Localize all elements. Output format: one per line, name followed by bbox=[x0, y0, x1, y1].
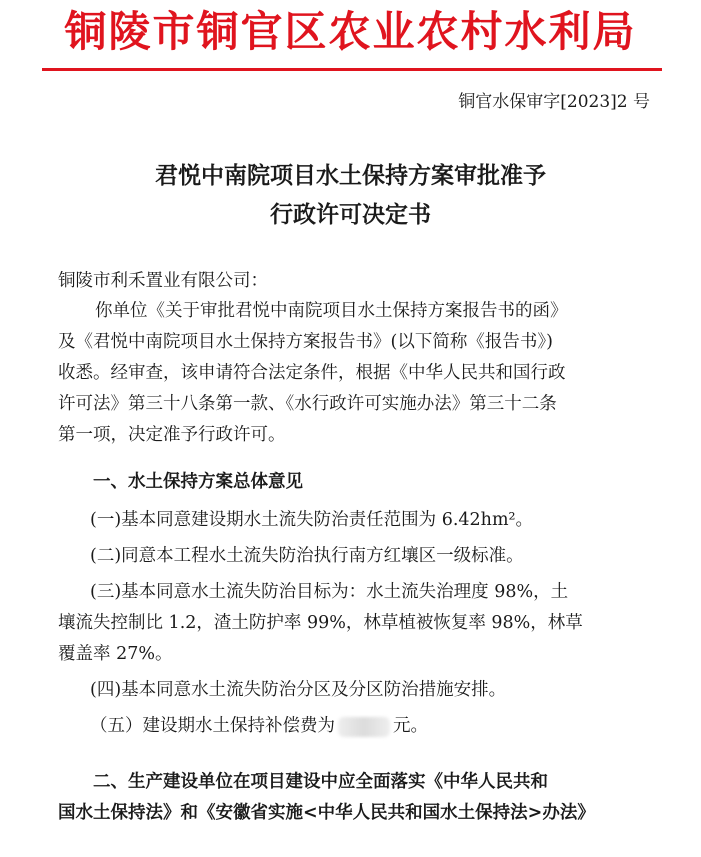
agency-letterhead: 铜陵市铜官区农业农村水利局 bbox=[64, 7, 637, 56]
document-title-line-1: 君悦中南院项目水土保持方案审批准予 bbox=[155, 163, 546, 189]
section-heading-2-line: 国水土保持法》和《安徽省实施<中华人民共和国水土保持法>办法》 bbox=[58, 803, 595, 823]
opinion-item-3-line: 覆盖率 27%。 bbox=[58, 644, 173, 664]
section-heading-2-line: 二、生产建设单位在项目建设中应全面落实《中华人民共和 bbox=[93, 772, 548, 792]
opinion-item-3-line: (三)基本同意水土流失防治目标为：水土流失治理度 98%，土 bbox=[90, 582, 569, 602]
paragraph-line: 许可法》第三十八条第一款、《水行政许可实施办法》第三十二条 bbox=[58, 394, 557, 414]
opinion-item-2: (二)同意本工程水土流失防治执行南方红壤区一级标准。 bbox=[90, 546, 524, 566]
redacted-amount bbox=[338, 717, 390, 737]
opinion-item-4: (四)基本同意水土流失防治分区及分区防治措施安排。 bbox=[90, 680, 507, 700]
paragraph-line: 第一项，决定准予行政许可。 bbox=[58, 425, 286, 445]
paragraph-line: 你单位《关于审批君悦中南院项目水土保持方案报告书的函》 bbox=[95, 301, 568, 321]
letterhead-divider bbox=[42, 68, 662, 71]
document-title-line-2: 行政许可决定书 bbox=[270, 202, 431, 228]
opinion-item-5 bbox=[90, 711, 428, 741]
paragraph-line: 收悉。经审查，该申请符合法定条件，根据《中华人民共和国行政 bbox=[58, 363, 566, 383]
section-heading-1: 一、水土保持方案总体意见 bbox=[93, 472, 303, 492]
opinion-item-5-prefix: （五）建设期水土保持补偿费为 bbox=[90, 716, 335, 736]
addressee: 铜陵市利禾置业有限公司： bbox=[58, 271, 268, 291]
opinion-item-5-suffix: 元。 bbox=[393, 716, 428, 736]
paragraph-line: 及《君悦中南院项目水土保持方案报告书》(以下简称《报告书》) bbox=[58, 332, 553, 352]
opinion-item-1: (一)基本同意建设期水土流失防治责任范围为 6.42hm²。 bbox=[90, 510, 534, 530]
document-number: 铜官水保审字[2023]2 号 bbox=[458, 92, 650, 112]
opinion-item-3-line: 壤流失控制比 1.2，渣土防护率 99%，林草植被恢复率 98%，林草 bbox=[58, 613, 583, 633]
